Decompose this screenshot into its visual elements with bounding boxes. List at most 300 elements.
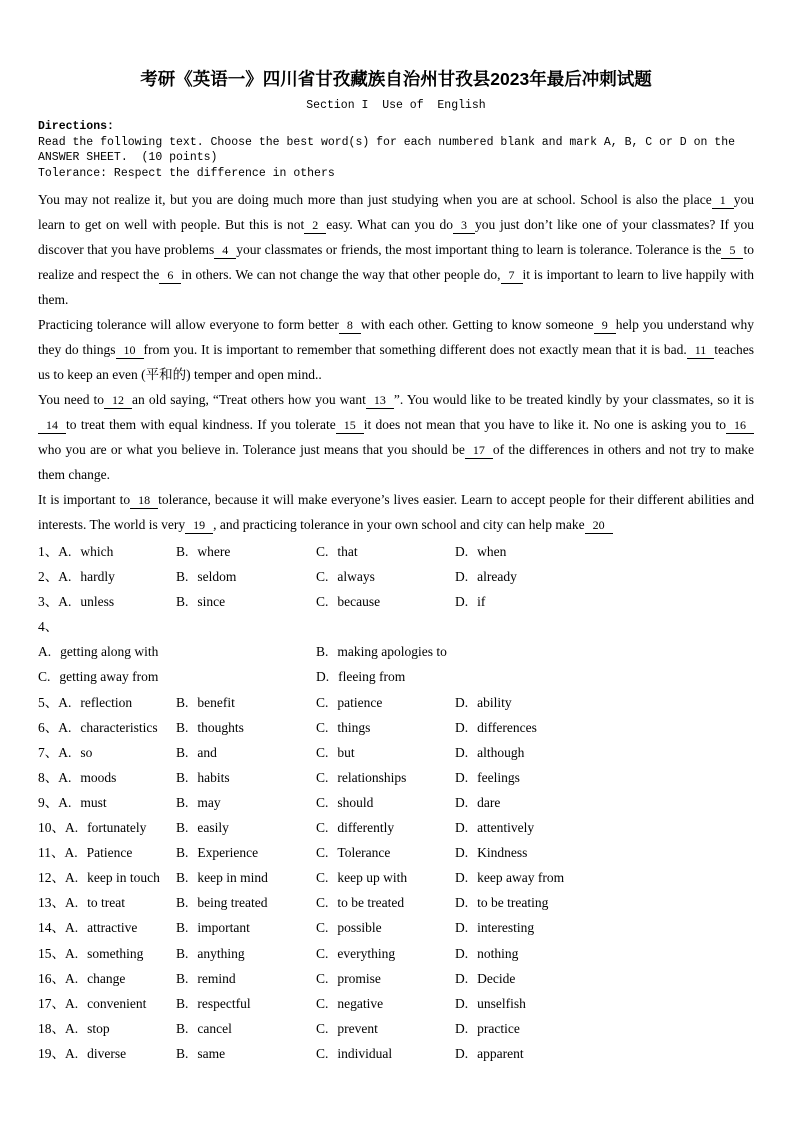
option-letter: C. [316,769,329,785]
option-letter: D. [455,870,469,886]
option-letter: A. [58,744,72,760]
answer-option [316,690,455,715]
option-text: seldom [197,569,237,585]
answer-option [38,765,176,790]
answer-option [455,1016,754,1041]
question-row [38,690,754,715]
cloze-blank: 20 [585,518,613,534]
question-number: 5、 [38,694,59,710]
question-row [38,765,754,790]
option-letter: A. [65,820,79,836]
cloze-blank: 8 [339,318,361,334]
answer-option [176,740,316,765]
option-letter: D. [455,719,469,735]
question-row [38,890,754,915]
option-letter: D. [455,820,469,836]
answer-option [176,865,316,890]
option-text: individual [337,1045,393,1061]
question-row [38,941,754,966]
option-letter: B. [176,544,189,559]
option-text: Kindness [477,845,528,861]
answer-option [455,740,754,765]
option-text: feelings [477,769,520,785]
question-number: 15、 [38,945,65,961]
answer-option [316,815,455,840]
option-text: keep in touch [87,870,160,886]
option-text: although [477,744,525,760]
option-text: should [337,794,374,810]
option-letter: A. [65,995,79,1011]
answer-option [316,1041,455,1066]
question-row [38,740,754,765]
option-letter: D. [455,544,469,559]
option-letter: A. [65,870,79,886]
answer-option [38,1041,176,1066]
passage-text: in others. We can not change the way that other people do, [181,267,501,282]
option-text: which [80,544,114,559]
answer-option [38,941,176,966]
option-letter: B. [176,1020,189,1036]
option-letter: C. [316,845,329,861]
option-letter: B. [176,870,189,886]
directions-text: Read the following text. Choose the best word(s) for each numbered blank and mark A, B, C or D on the ANSWER SHEET. (10 points) [38,135,742,164]
cloze-blank: 2 [304,218,326,234]
cloze-blank: 18 [130,493,158,509]
question-row [38,790,754,815]
option-letter: C. [316,694,329,710]
option-text: differences [477,719,537,735]
option-letter: A. [58,794,72,810]
answer-option [38,664,316,689]
option-text: to treat [87,895,125,911]
answer-option [316,715,455,740]
option-letter: C. [316,945,329,961]
option-text: fleeing from [338,669,406,685]
option-text: getting along with [60,644,159,660]
option-text: patience [337,694,383,710]
cloze-blank: 15 [336,418,364,434]
answer-option [455,840,754,865]
option-text: to be treating [477,895,549,911]
passage-text: it does not mean that you have to like it. No one is asking you to [363,417,726,432]
option-text: diverse [87,1045,127,1061]
option-text: characteristics [80,719,158,735]
option-text: making apologies to [337,644,447,660]
option-text: relationships [337,769,407,785]
option-text: remind [197,970,236,986]
option-letter: A. [58,569,72,585]
answer-option [316,539,455,564]
answer-option [38,539,176,564]
option-text: attentively [477,820,535,836]
passage-text: you learn to get on well with people. But this is not [38,192,754,232]
answer-option [316,890,455,915]
passage-text: Practicing tolerance will allow everyone to form better [38,317,339,332]
option-letter: B. [176,794,189,810]
answer-option [38,690,176,715]
option-letter: C. [316,594,329,610]
answer-option [176,915,316,940]
question-number: 19、 [38,1045,65,1061]
answer-option [455,589,754,614]
option-letter: A. [65,970,79,986]
option-letter: B. [176,995,189,1011]
answer-option [176,1016,316,1041]
answer-option [176,815,316,840]
answer-option [455,890,754,915]
option-letter: D. [455,769,469,785]
passage-text: of the differences in others and not try to make them change. [38,442,755,482]
option-text: fortunately [87,820,147,836]
option-letter: A. [65,920,79,936]
answer-option [455,966,754,991]
answer-option [38,790,176,815]
answer-option [176,890,316,915]
option-text: benefit [197,694,235,710]
option-text: ability [477,694,512,710]
question-row [38,715,754,740]
cloze-blank: 12 [104,393,132,409]
option-text: easily [197,820,229,836]
cloze-blank: 19 [185,518,213,534]
answer-option [455,941,754,966]
option-letter: B. [316,644,329,660]
question-number: 16、 [38,970,65,986]
answer-option [316,639,754,664]
answer-option [176,539,316,564]
option-text: Tolerance [337,845,391,861]
answer-option [176,840,316,865]
option-letter: C. [316,544,329,559]
question-number: 2、 [38,569,59,585]
option-letter: A. [65,1045,79,1061]
option-letter: D. [455,744,469,760]
answer-option [455,564,754,589]
answer-option [38,991,176,1016]
question-row [38,991,754,1016]
answer-option [455,915,754,940]
option-text: things [337,719,371,735]
option-letter: C. [316,1045,329,1061]
option-text: apparent [477,1045,524,1061]
option-letter: B. [176,1045,189,1061]
answer-option [38,865,176,890]
option-letter: D. [455,995,469,1011]
option-text: practice [477,1020,520,1036]
passage-text: to treat them with equal kindness. If you tolerate [66,417,336,432]
answer-option [455,991,754,1016]
answer-option [316,1016,455,1041]
answer-option [455,539,754,564]
option-text: if [477,594,486,610]
option-text: stop [87,1020,110,1036]
answer-option [316,865,455,890]
option-letter: A. [58,544,72,559]
answer-option [455,690,754,715]
option-letter: B. [176,845,189,861]
answer-option [176,790,316,815]
question-option-row [38,639,754,664]
passage-text: who you are or what you believe in. Tolerance just means that you should be [38,442,465,457]
option-letter: C. [316,920,329,936]
option-letter: D. [455,1045,469,1061]
questions-list [38,539,754,1066]
answer-option [316,664,754,689]
option-text: always [337,569,375,585]
option-text: anything [197,945,245,961]
cloze-blank: 14 [38,418,66,434]
question-row [38,865,754,890]
answer-option [38,966,176,991]
passage-text: with each other. Getting to know someone [360,317,594,332]
option-text: dare [477,794,501,810]
section-heading: Section I Use of English [306,99,486,112]
answer-option [316,589,455,614]
option-letter: A. [65,1020,79,1036]
option-text: keep up with [337,870,408,886]
option-letter: C. [316,870,329,886]
option-letter: D. [316,669,330,685]
option-text: something [87,945,144,961]
option-letter: D. [455,895,469,911]
passage-text: teaches us to keep an even (平和的) temper and open mind.. [38,342,755,382]
option-text: getting away from [59,669,159,685]
answer-option [38,715,176,740]
answer-option [455,790,754,815]
question-number: 17、 [38,995,65,1011]
cloze-blank: 7 [501,268,523,284]
option-letter: B. [176,769,189,785]
option-letter: D. [455,945,469,961]
option-text: everything [337,945,396,961]
question-row [38,915,754,940]
option-text: differently [337,820,395,836]
option-letter: B. [176,820,189,836]
option-letter: C. [316,569,329,585]
option-text: hardly [80,569,115,585]
answer-option [38,564,176,589]
question-number: 12、 [38,870,65,886]
question-number: 11、 [38,845,65,861]
option-letter: A. [58,769,72,785]
option-text: already [477,569,517,585]
answer-option [38,890,176,915]
cloze-blank: 6 [159,268,181,284]
answer-option [176,589,316,614]
option-text: may [197,794,221,810]
question-number: 6、 [38,719,59,735]
cloze-blank: 13 [366,393,394,409]
option-text: keep in mind [197,870,268,886]
option-letter: C. [38,669,51,685]
option-text: where [197,544,231,559]
passage-text: You need to [38,392,105,407]
answer-option [176,564,316,589]
answer-option [455,1041,754,1066]
option-letter: A. [65,895,79,911]
question-row [38,840,754,865]
passage-text: from you. It is important to remember that something different does not exactly mean that it is bad. [143,342,687,357]
option-letter: C. [316,970,329,986]
cloze-blank: 16 [726,418,754,434]
passage-paragraph [38,387,754,487]
answer-option [316,991,455,1016]
option-text: that [337,544,358,559]
option-letter: A. [38,644,52,660]
passage-text: you just don’t like one of your classmates? If you discover that you have problems [38,217,755,257]
option-text: because [337,594,381,610]
passage-paragraph [38,187,754,312]
answer-option [455,815,754,840]
option-letter: A. [58,719,72,735]
cloze-blank: 4 [214,243,236,259]
cloze-blank: 17 [465,443,493,459]
option-letter: C. [316,1020,329,1036]
option-text: Decide [477,970,516,986]
question-number: 1、 [38,544,59,559]
answer-option [38,639,316,664]
option-letter: D. [455,920,469,936]
option-text: negative [337,995,384,1011]
option-text: to be treated [337,895,405,911]
option-letter: B. [176,719,189,735]
answer-option [316,740,455,765]
option-letter: B. [176,594,189,610]
option-text: so [80,744,93,760]
option-letter: B. [176,920,189,936]
answer-option [176,1041,316,1066]
question-row [38,966,754,991]
passage-text: it is important to learn to live happily with them. [38,267,754,307]
passage-text: to realize and respect the [38,242,754,282]
option-text: important [197,920,250,936]
option-letter: B. [176,970,189,986]
option-text: possible [337,920,382,936]
answer-option [176,765,316,790]
option-letter: C. [316,794,329,810]
option-letter: D. [455,970,469,986]
passage-text: help you understand why they do things [38,317,755,357]
question-number: 9、 [38,794,59,810]
question-number: 10、 [38,820,65,836]
option-text: cancel [197,1020,232,1036]
answer-option [176,941,316,966]
passage-text: an old saying, “Treat others how you want [132,392,366,407]
cloze-blank: 5 [721,243,743,259]
question-row [38,589,754,614]
answer-option [316,765,455,790]
answer-option [38,740,176,765]
question-number: 3、 [38,594,59,610]
answer-option [316,790,455,815]
option-letter: D. [455,1020,469,1036]
answer-option [316,966,455,991]
question-number: 18、 [38,1020,65,1036]
question-row [38,1016,754,1041]
option-text: since [197,594,226,610]
passage-title: Tolerance: Respect the difference in others [38,166,335,180]
option-letter: B. [176,945,189,961]
option-text: promise [337,970,381,986]
answer-option [176,715,316,740]
option-text: attractive [87,920,138,936]
option-letter: D. [455,794,469,810]
cloze-blank: 11 [687,343,715,359]
option-text: interesting [477,920,535,936]
page-title: 考研《英语一》四川省甘孜藏族自治州甘孜县2023年最后冲刺试题 [140,69,652,89]
option-text: habits [197,769,230,785]
question-row [38,539,754,564]
question-row [38,564,754,589]
passage [38,187,754,537]
option-letter: B. [176,895,189,911]
option-text: unless [80,594,115,610]
option-text: when [477,544,507,559]
option-letter: C. [316,995,329,1011]
passage-text: easy. What can you do [326,217,454,232]
answer-option [455,865,754,890]
option-text: moods [80,769,117,785]
question-row [38,614,754,639]
answer-option [38,815,176,840]
passage-text: You may not realize it, but you are doing much more than just studying when you are at school. School is also the place [38,192,712,207]
question-number: 4、 [38,619,59,635]
option-text: nothing [477,945,519,961]
passage-text: tolerance, because it will make everyone’s lives easier. Learn to accept people for their different abilities and interests. The world is very [38,492,755,532]
option-text: reflection [80,694,133,710]
question-option-row [38,664,754,689]
answer-option [176,991,316,1016]
option-letter: A. [65,945,79,961]
option-letter: D. [455,569,469,585]
passage-text: your classmates or friends, the most important thing to learn is tolerance. Tolerance is the [236,242,722,257]
question-number: 13、 [38,895,65,911]
option-text: keep away from [477,870,565,886]
option-text: must [80,794,107,810]
answer-option [176,690,316,715]
answer-option [316,840,455,865]
answer-option [316,941,455,966]
option-letter: B. [176,694,189,710]
answer-option [38,915,176,940]
passage-text: ”. You would like to be treated kindly by your classmates, so it is [393,392,754,407]
option-letter: B. [176,569,189,585]
option-letter: A. [64,845,78,861]
option-text: respectful [197,995,251,1011]
passage-paragraph [38,487,754,537]
passage-text: It is important to [38,492,131,507]
option-text: and [197,744,217,760]
answer-option [316,915,455,940]
option-letter: D. [455,694,469,710]
option-letter: C. [316,744,329,760]
option-text: being treated [197,895,268,911]
option-text: change [87,970,126,986]
option-letter: C. [316,820,329,836]
option-letter: B. [176,744,189,760]
answer-option [38,589,176,614]
question-number: 7、 [38,744,59,760]
answer-option [176,966,316,991]
option-text: thoughts [197,719,244,735]
cloze-blank: 1 [712,193,734,209]
answer-option [316,564,455,589]
question-row [38,815,754,840]
option-text: same [197,1045,226,1061]
answer-option [38,1016,176,1041]
question-number: 14、 [38,920,65,936]
option-letter: D. [455,845,469,861]
